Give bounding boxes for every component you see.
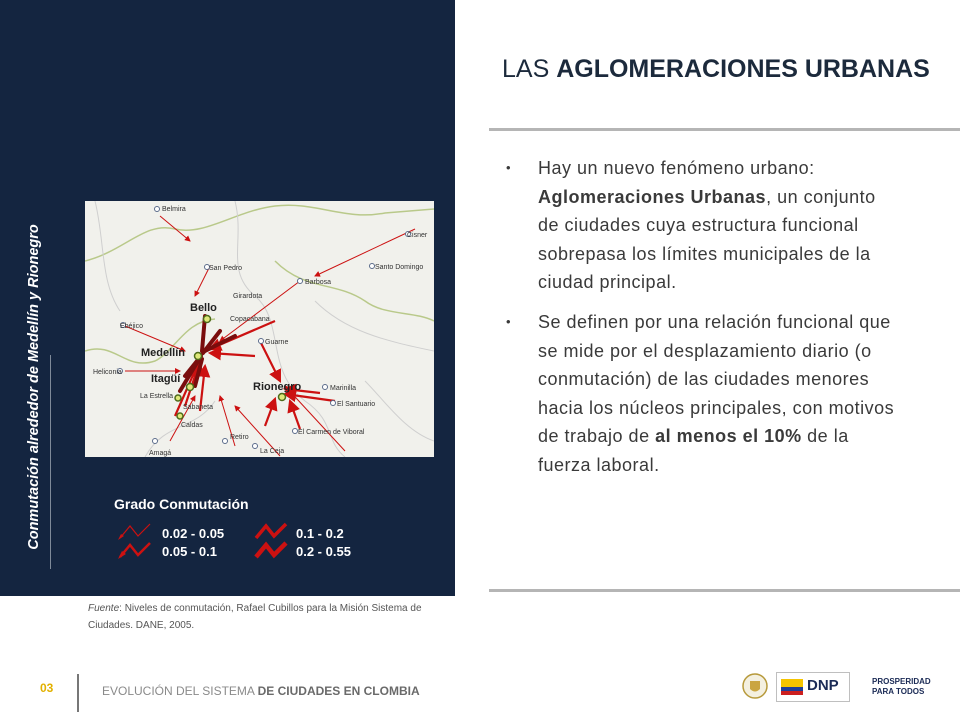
- label-medellin: Medellín: [141, 347, 186, 359]
- source-note: Fuente: Niveles de conmutación, Rafael Cubillos para la Misión Sistema de Ciudades. DANE, 2005.: [88, 603, 422, 631]
- label-caldas: Caldas: [181, 422, 203, 429]
- left-panel: [0, 0, 455, 596]
- legend-symbol-thin: [118, 521, 152, 541]
- label-cisneros: Cisner: [407, 232, 428, 239]
- label-marinilla: Marinilla: [330, 385, 357, 392]
- label-la-estrella: La Estrella: [140, 393, 174, 400]
- bottom-rule: [489, 589, 960, 592]
- label-el-santuario: El Santuario: [337, 401, 376, 408]
- label-retiro: Retiro: [230, 434, 249, 441]
- label-girardota: Girardota: [233, 293, 263, 300]
- page-number: 03: [40, 681, 54, 695]
- caption-divider: [50, 355, 51, 569]
- colombia-flag-icon: [781, 679, 803, 695]
- legend-label-1: 0.02 - 0.05: [162, 526, 225, 541]
- label-guarne: Guarne: [265, 339, 289, 346]
- label-ebejico: Ebéjico: [120, 323, 143, 330]
- map-graphic: [85, 201, 434, 457]
- footer-text: EVOLUCIÓN DEL SISTEMA DE CIUDADES EN CLOMBIA: [102, 684, 420, 698]
- label-san-pedro: San Pedro: [209, 265, 243, 272]
- footer-divider: [77, 674, 79, 712]
- bullet-dot-icon: •: [506, 313, 512, 329]
- label-santo-domingo: Santo Domingo: [375, 264, 424, 271]
- label-heliconia: Heliconia: [93, 369, 122, 376]
- legend-title: Grado Conmutación: [114, 496, 249, 512]
- label-barbosa: Barbosa: [305, 279, 332, 286]
- label-amaga: Amagá: [149, 450, 172, 457]
- coat-of-arms-icon: [742, 672, 768, 700]
- legend-label-3: 0.1 - 0.2: [296, 526, 344, 541]
- legend-symbol-heavy: [254, 521, 288, 541]
- bullet-dot-icon: •: [506, 160, 512, 175]
- prosperidad-logo: PROSPERIDAD PARA TODOS: [872, 677, 931, 696]
- label-el-carmen: El Carmen de Viboral: [298, 429, 365, 436]
- legend-label-4: 0.2 - 0.55: [296, 544, 351, 559]
- legend-label-2: 0.05 - 0.1: [162, 544, 217, 559]
- commuting-map: [85, 201, 434, 457]
- dnp-logo: DNP: [776, 672, 850, 702]
- label-sabaneta: Sabaneta: [183, 404, 213, 411]
- label-belmira: Belmira: [162, 206, 186, 213]
- bullet-item: • Hay un nuevo fenómeno urbano: Aglomeraciones Urbanas, un conjunto de ciudades cuya estructura funcional sobrepasa los límites municipales de la ciudad principal.: [506, 154, 898, 297]
- bullet-item: • Se definen por una relación funcional que se mide por el desplazamiento diario (o conmutación) de las ciudades menores hacia los núcleos principales, con motivos de trabajo de al menos el 10% de la fuerza laboral.: [506, 308, 898, 480]
- title-rule: [489, 128, 960, 131]
- logos: [740, 672, 940, 704]
- bullet-list: [506, 154, 898, 491]
- label-itagui: Itagüí: [151, 373, 181, 385]
- label-la-ceja: La Ceja: [260, 448, 285, 455]
- legend-symbol-medium: [118, 540, 152, 560]
- legend-symbol-heaviest: [254, 540, 288, 560]
- label-rionegro: Rionegro: [253, 381, 302, 393]
- page-title: LAS AGLOMERACIONES URBANAS: [502, 55, 930, 83]
- label-copacabana: Copacabana: [230, 316, 270, 323]
- sidebar-caption: Conmutación alrededor de Medellín y Rionegro: [26, 224, 42, 550]
- label-bello: Bello: [190, 302, 217, 314]
